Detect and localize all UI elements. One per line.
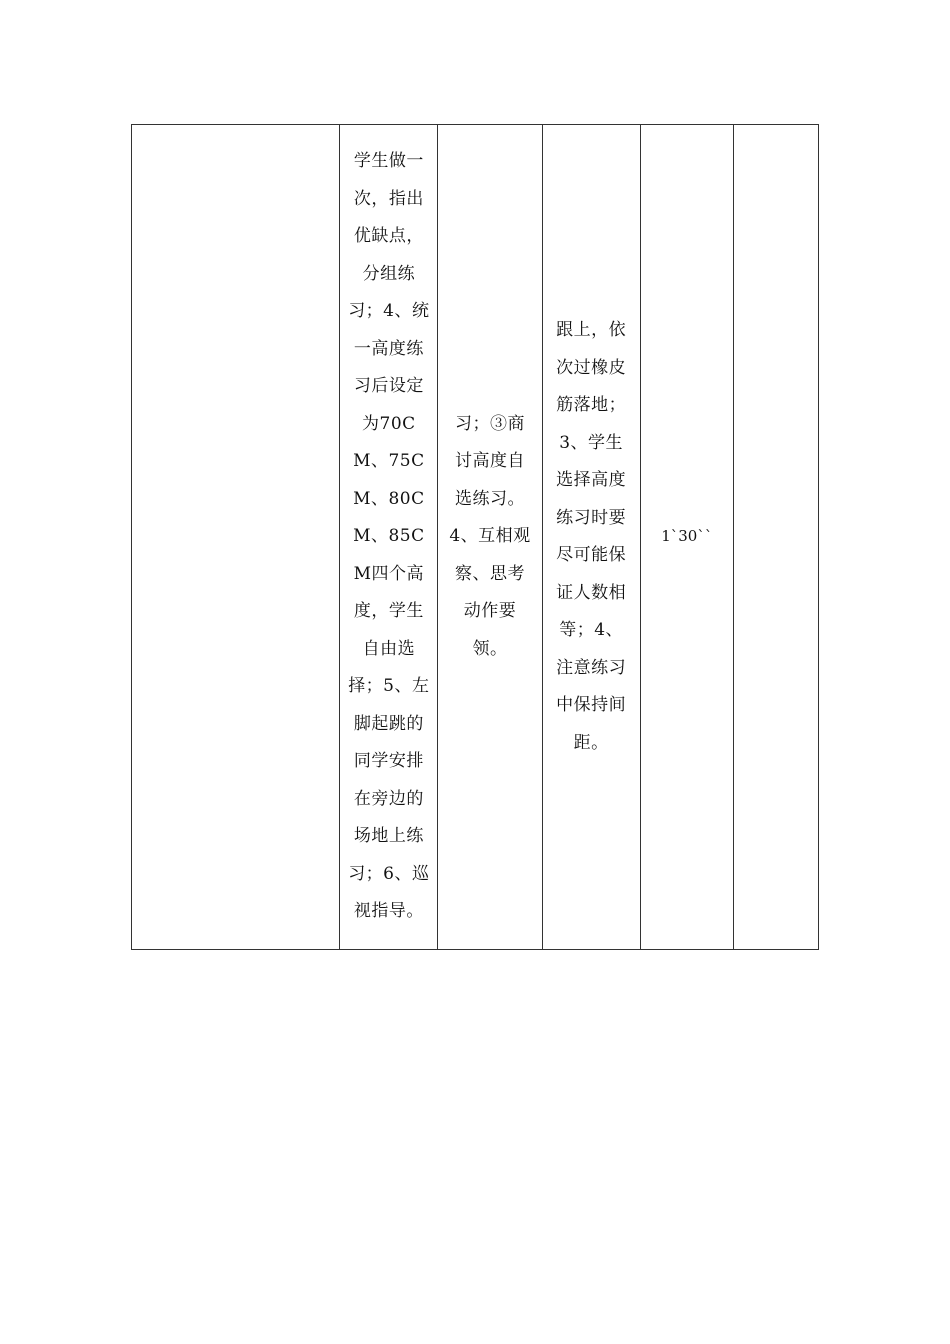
requirements-text: 跟上，依次过橡皮筋落地；3、学生选择高度练习时要尽可能保证人数相等；4、注意练习中保持间距。 (556, 320, 627, 753)
student-activity-cell (438, 125, 542, 950)
requirements-cell (542, 125, 640, 950)
time-text: 1`30`` (661, 527, 713, 546)
table-row (132, 125, 819, 950)
teacher-activity-text: 学生做一次，指出优缺点，分组练习；4、统一高度练习后设定为70CM、75CM、80CM、85CM四个高度，学生自由选择；5、左脚起跳的同学安排在旁边的场地上练习；6、巡视指导。 (348, 151, 430, 922)
content-cell (132, 125, 340, 950)
student-activity-text: 习；③商讨高度自选练习。4、互相观察、思考动作要领。 (449, 413, 531, 659)
notes-cell (733, 125, 818, 950)
lesson-plan-table (131, 124, 819, 950)
teacher-activity-cell (340, 125, 438, 950)
time-cell (640, 125, 733, 950)
